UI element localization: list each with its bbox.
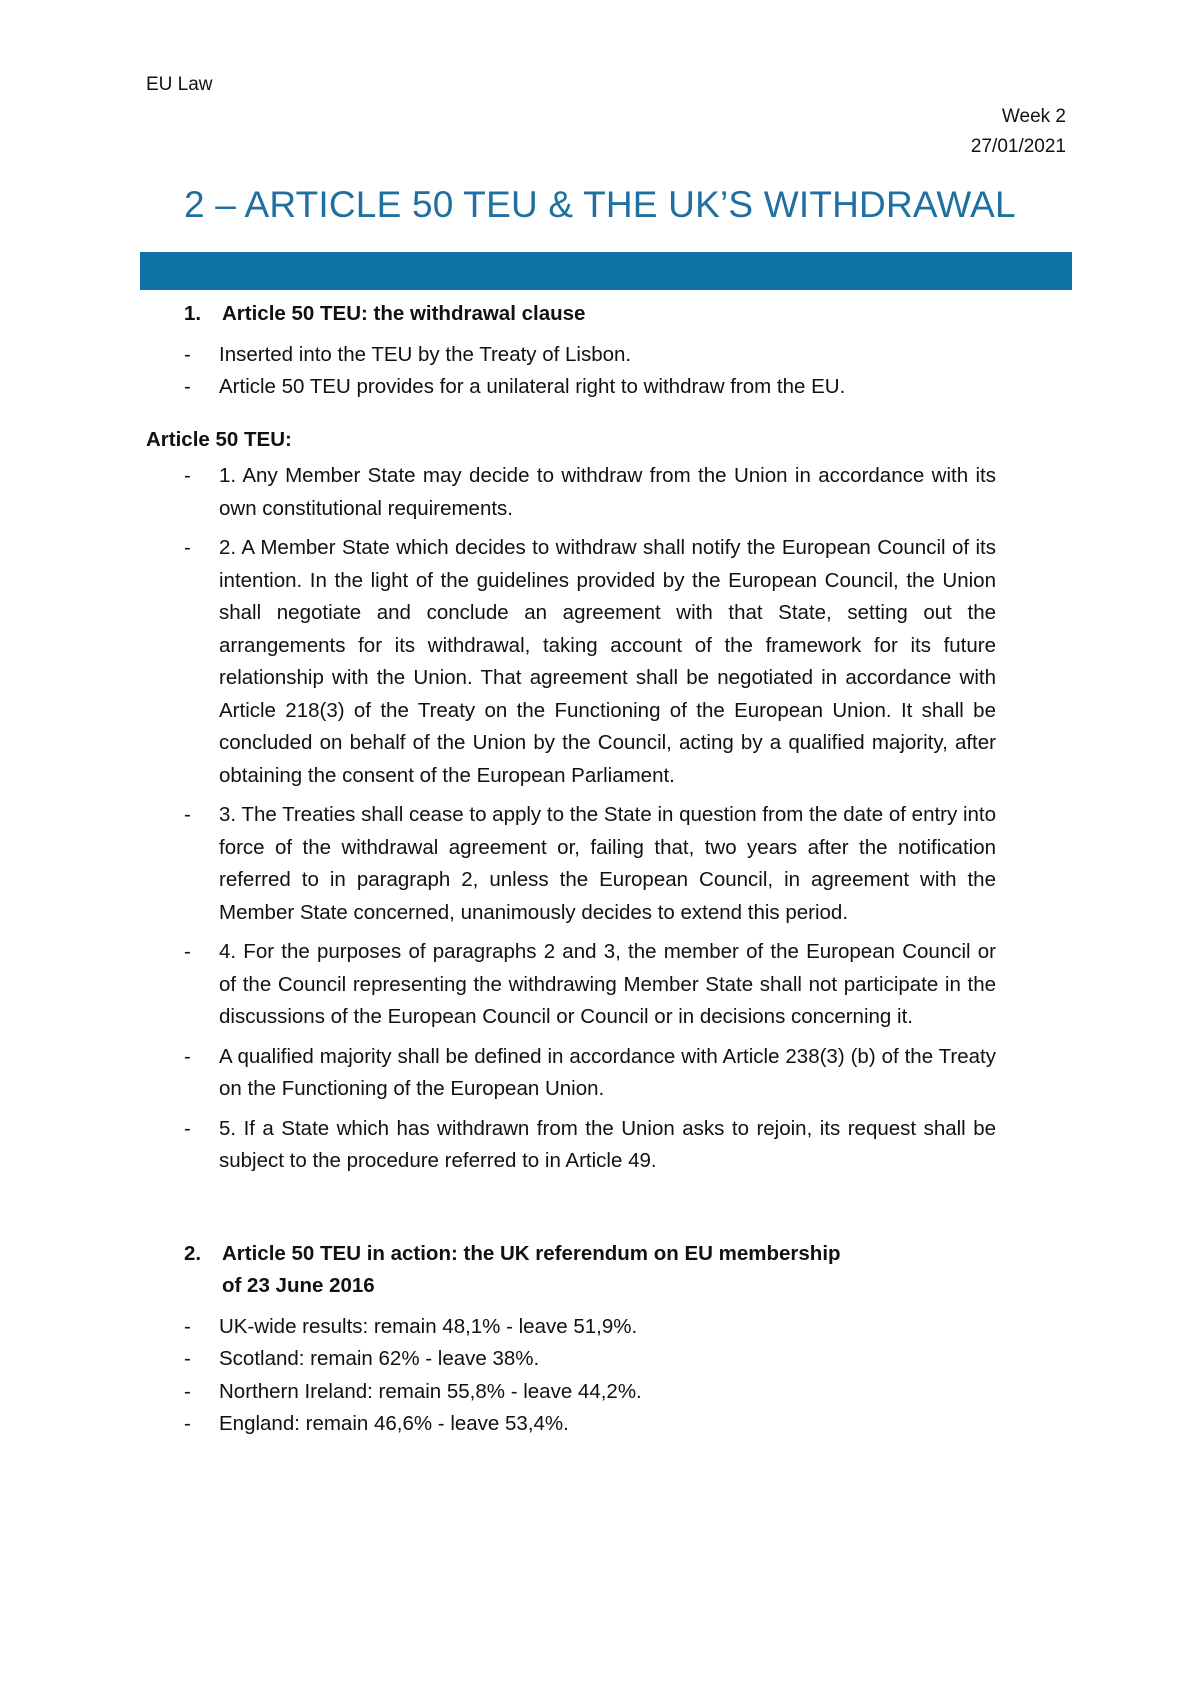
list-item [146, 799, 996, 929]
list-item-text: Northern Ireland: remain 55,8% - leave 44,2%. [219, 1379, 642, 1403]
section-1-number: 1. [184, 302, 202, 325]
list-item [146, 936, 996, 1034]
list-item-text: 2. A Member State which decides to withdraw shall notify the European Council of its intention. In the light of the guidelines provided by the European Council, the Union shall negotiate and conclude an agreement with that State, setting out the arrangements for its withdrawal, taking account of the framework for its future relationship with the Union. That agreement shall be negotiated in accordance with Article 218(3) of the Treaty on the Functioning of the European Union. It shall be concluded on behalf of the Union by the Council, acting by a qualified majority, after obtaining the consent of the European Parliament. [219, 536, 996, 787]
title-accent-bar [140, 252, 1072, 290]
section-2-number: 2. [184, 1241, 202, 1265]
dash-marker: - [184, 1044, 191, 1068]
list-item [146, 371, 996, 404]
dash-marker: - [184, 1314, 191, 1338]
list-item-text: 3. The Treaties shall cease to apply to the State in question from the date of entry into force of the withdrawal agreement or, failing that, two years after the notification referred to in paragraph 2, unless the European Council, in agreement with the Member State concerned, unanimously decides to extend this period. [219, 803, 996, 924]
dash-marker: - [184, 1116, 191, 1140]
list-item [146, 339, 996, 372]
list-item-text: A qualified majority shall be defined in accordance with Article 238(3) (b) of the Treaty on the Functioning of the European Union. [219, 1044, 996, 1100]
dash-marker: - [184, 1379, 191, 1403]
article-50-list [146, 460, 996, 1178]
dash-marker: - [184, 464, 191, 487]
list-item-text: 4. For the purposes of paragraphs 2 and 3, the member of the European Council or of the Council representing the withdrawing Member State shall not participate in the discussions of the European Council or Council or in decisions concerning it. [219, 940, 996, 1028]
section-2-list [146, 1311, 996, 1441]
list-item [146, 1376, 996, 1409]
list-item-text: England: remain 46,6% - leave 53,4%. [219, 1412, 569, 1435]
list-item-text: Scotland: remain 62% - leave 38%. [219, 1347, 540, 1370]
dash-marker: - [184, 940, 191, 963]
dash-marker: - [184, 375, 191, 398]
dash-marker: - [184, 342, 191, 366]
section-1-list [146, 339, 996, 404]
list-item-text: Inserted into the TEU by the Treaty of Lisbon. [219, 342, 632, 366]
list-item-text: 5. If a State which has withdrawn from the Union asks to rejoin, its request shall be subject to the procedure referred to in Article 49. [219, 1116, 996, 1172]
dash-marker: - [184, 803, 191, 826]
header-meta [971, 102, 1066, 162]
list-item [146, 1311, 996, 1344]
list-item [146, 460, 996, 525]
header-week: Week 2 [1001, 106, 1066, 127]
header-course: EU Law [146, 74, 213, 95]
list-item [146, 1408, 996, 1441]
header-date: 27/01/2021 [970, 136, 1066, 157]
list-item [146, 1343, 996, 1376]
list-item [146, 1041, 996, 1106]
document-body [146, 298, 996, 1461]
section-2-heading [146, 1238, 996, 1303]
list-item-text: Article 50 TEU provides for a unilateral right to withdraw from the EU. [219, 375, 846, 398]
list-item [146, 1113, 996, 1178]
section-1-heading [146, 298, 996, 331]
dash-marker: - [184, 1412, 191, 1435]
list-item [146, 532, 996, 792]
section-1-title: Article 50 TEU: the withdrawal clause [222, 302, 586, 325]
section-2-title: Article 50 TEU in action: the UK referendum on EU membership of 23 June 2016 [222, 1241, 841, 1297]
page-title: 2 – ARTICLE 50 TEU & THE UK’S WITHDRAWAL [184, 184, 1016, 225]
list-item-text: 1. Any Member State may decide to withdraw from the Union in accordance with its own constitutional requirements. [219, 464, 996, 520]
article-50-heading: Article 50 TEU: [146, 427, 292, 451]
list-item-text: UK-wide results: remain 48,1% - leave 51,9%. [219, 1314, 638, 1338]
section-spacer [146, 1198, 996, 1238]
dash-marker: - [184, 536, 191, 559]
dash-marker: - [184, 1347, 191, 1370]
